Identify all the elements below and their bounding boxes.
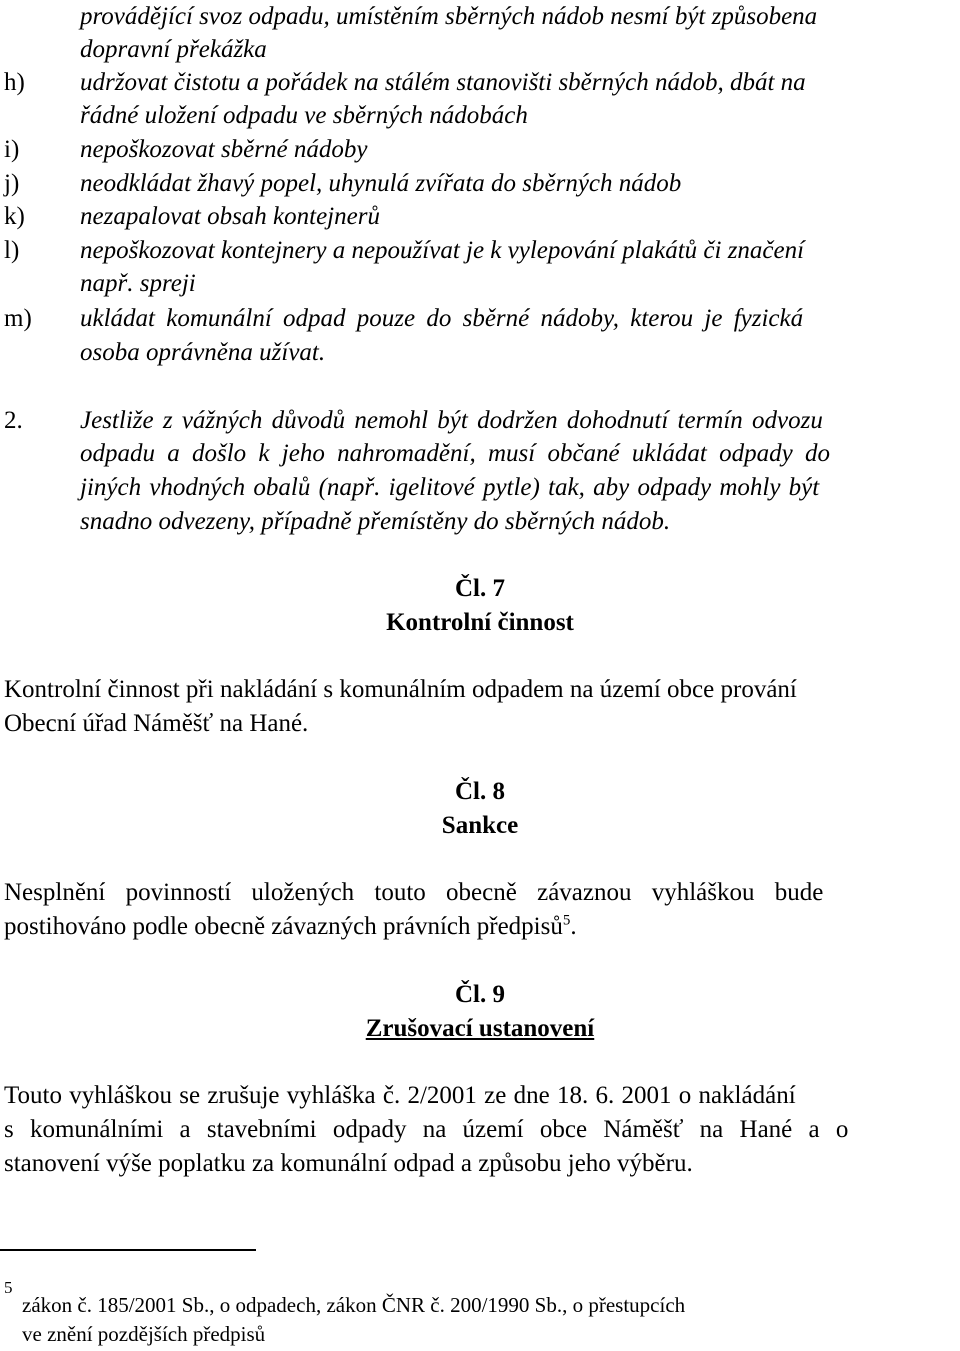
article-9-title: Zrušovací ustanovení [365,1015,595,1042]
item-l-line-2: např. spreji [80,270,196,297]
article-8-line-2-end: . [570,913,577,940]
article-9-line-2: s komunálními a stavebními odpady na území obce Náměšť na Hané a o [4,1116,849,1143]
article-9-line-1: Touto vyhláškou se zrušuje vyhláška č. 2/2001 ze dne 18. 6. 2001 o nakládání [4,1082,796,1109]
item-k-line-1: nezapalovat obsah kontejnerů [80,203,380,230]
item-label-i: i) [4,136,20,163]
item-label-h: h) [4,69,25,96]
footnote-separator [0,1249,256,1251]
item-label-l: l) [4,237,20,264]
para-2-line-4: snadno odvezeny, případně přemístěny do sběrných nádob. [80,508,671,535]
para-2-line-3: jiných vhodných obalů (např. igelitové pytle) tak, aby odpady mohly být [80,474,820,501]
article-7-line-2: Obecní úřad Náměšť na Hané. [4,710,309,737]
item-m-line-1 [80,302,952,336]
footnote-line-2: ve znění pozdějších předpisů [22,1322,266,1346]
item-m-line-1-text: ukládat komunální odpad pouze do sběrné nádoby, kterou je fyzická [80,305,804,332]
article-7-number: Čl. 7 [455,575,505,602]
item-m-line-2: osoba oprávněna užívat. [80,339,326,366]
item-label-m: m) [4,305,32,332]
article-9-line-3: stanovení výše poplatku za komunální odpad a způsobu jeho výběru. [4,1150,693,1177]
item-h-line-1: udržovat čistotu a pořádek na stálém stanovišti sběrných nádob, dbát na [80,69,806,96]
item-h-line-2: řádné uložení odpadu ve sběrných nádobách [80,102,528,129]
article-7-line-1: Kontrolní činnost při nakládání s komunálním odpadem na území obce prování [4,676,797,703]
item-i-line-1: nepoškozovat sběrné nádoby [80,136,368,163]
article-8-line-1: Nesplnění povinností uložených touto obecně závaznou vyhláškou bude [4,879,824,906]
article-8-number: Čl. 8 [455,778,505,805]
item-label-k: k) [4,203,25,230]
item-j-line-1: neodkládat žhavý popel, uhynulá zvířata do sběrných nádob [80,170,682,197]
continuation-line-1: provádějící svoz odpadu, umístěním sběrných nádob nesmí být způsobena [80,3,818,30]
article-8-line-2 [4,910,577,944]
footnote-reference: 5 [562,912,571,929]
item-label-j: j) [4,170,20,197]
article-8-line-2-text: postihováno podle obecně závazných právních předpisů [4,913,563,940]
para-2-line-1: Jestliže z vážných důvodů nemohl být dodržen dohodnutí termín odvozu [80,407,823,434]
article-9-number: Čl. 9 [455,981,505,1008]
article-7-title: Kontrolní činnost [386,609,574,636]
para-2-line-2: odpadu a došlo k jeho nahromadění, musí občané ukládat odpady do [80,440,830,467]
footnote-mark: 5 [4,1278,13,1297]
continuation-line-2: dopravní překážka [80,36,267,63]
footnote-line-1: zákon č. 185/2001 Sb., o odpadech, zákon ČNR č. 200/1990 Sb., o přestupcích [22,1293,686,1317]
para-2-label: 2. [4,407,23,434]
item-l-line-1: nepoškozovat kontejnery a nepoužívat je k vylepování plakátů či značení [80,237,805,264]
article-8-title: Sankce [441,812,519,839]
